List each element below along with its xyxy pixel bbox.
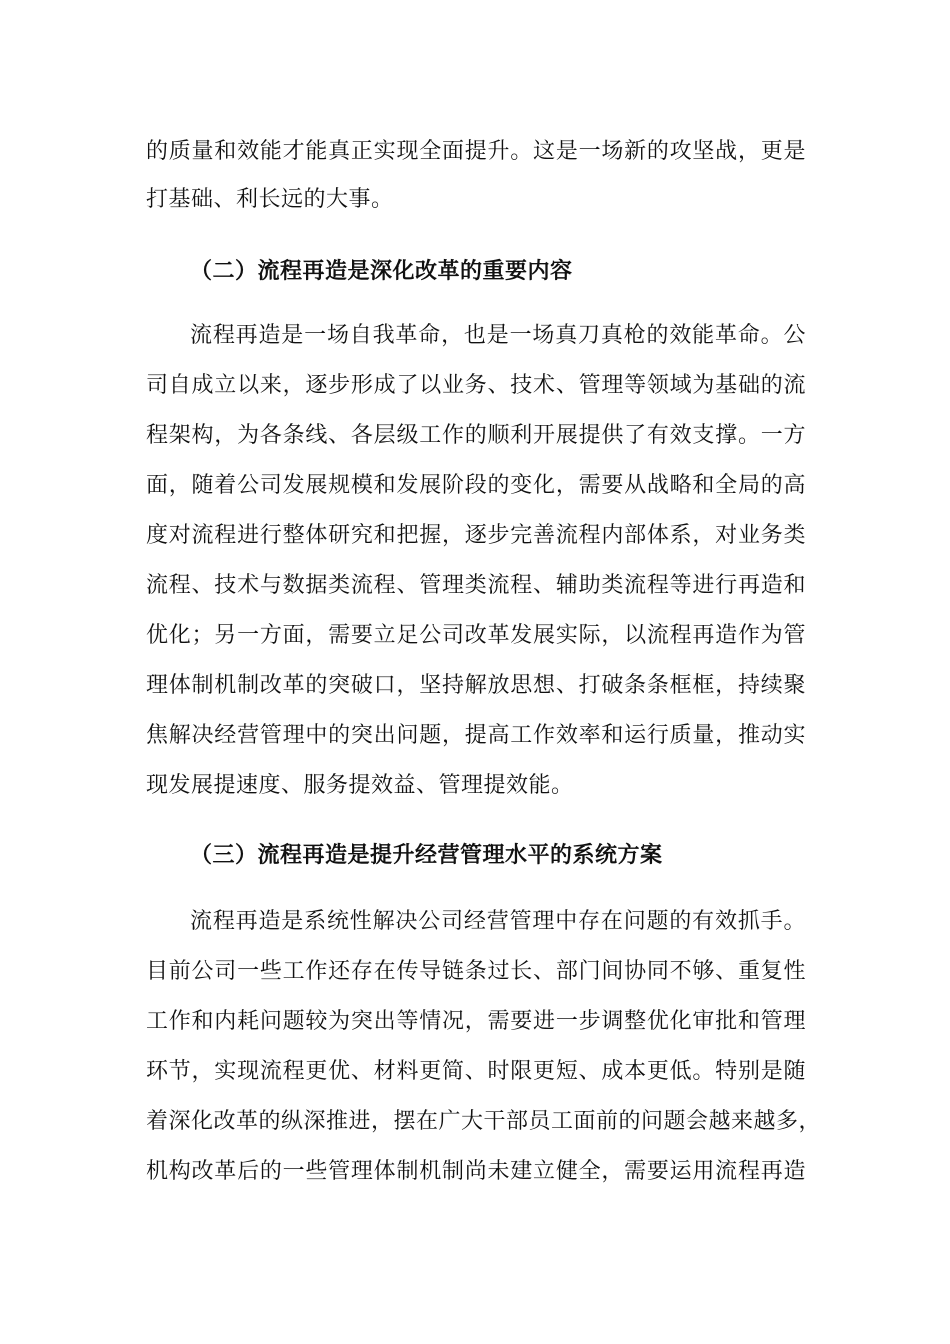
paragraph-line: 工作和内耗问题较为突出等情况，需要进一步调整优化审批和管理: [146, 1009, 806, 1034]
section-heading: （二）流程再造是深化改革的重要内容: [190, 259, 573, 284]
paragraph-line: 度对流程进行整体研究和把握，逐步完善流程内部体系，对业务类: [146, 523, 806, 548]
paragraph-line: 打基础、利长远的大事。: [146, 187, 394, 212]
paragraph-line: 流程再造是一场自我革命，也是一场真刀真枪的效能革命。公: [190, 323, 806, 348]
paragraph-line: 目前公司一些工作还存在传导链条过长、部门间协同不够、重复性: [146, 959, 806, 984]
paragraph-line: 面，随着公司发展规模和发展阶段的变化，需要从战略和全局的高: [146, 473, 806, 498]
paragraph-line: 流程再造是系统性解决公司经营管理中存在问题的有效抓手。: [190, 909, 806, 934]
section-heading: （三）流程再造是提升经营管理水平的系统方案: [190, 843, 663, 868]
paragraph-line: 机构改革后的一些管理体制机制尚未建立健全，需要运用流程再造: [146, 1159, 806, 1184]
paragraph-line: 优化；另一方面，需要立足公司改革发展实际，以流程再造作为管: [146, 623, 806, 648]
paragraph-line: 程架构，为各条线、各层级工作的顺利开展提供了有效支撑。一方: [146, 423, 806, 448]
paragraph-line: 焦解决经营管理中的突出问题，提高工作效率和运行质量，推动实: [146, 723, 806, 748]
paragraph-line: 着深化改革的纵深推进，摆在广大干部员工面前的问题会越来越多，: [146, 1109, 822, 1134]
paragraph-line: 环节，实现流程更优、材料更简、时限更短、成本更低。特别是随: [146, 1059, 806, 1084]
paragraph-line: 流程、技术与数据类流程、管理类流程、辅助类流程等进行再造和: [146, 573, 806, 598]
paragraph-line: 司自成立以来，逐步形成了以业务、技术、管理等领域为基础的流: [146, 373, 806, 398]
paragraph-line: 现发展提速度、服务提效益、管理提效能。: [146, 773, 574, 798]
paragraph-line: 理体制机制改革的突破口，坚持解放思想、打破条条框框，持续聚: [146, 673, 806, 698]
paragraph-line: 的质量和效能才能真正实现全面提升。这是一场新的攻坚战，更是: [146, 139, 806, 164]
